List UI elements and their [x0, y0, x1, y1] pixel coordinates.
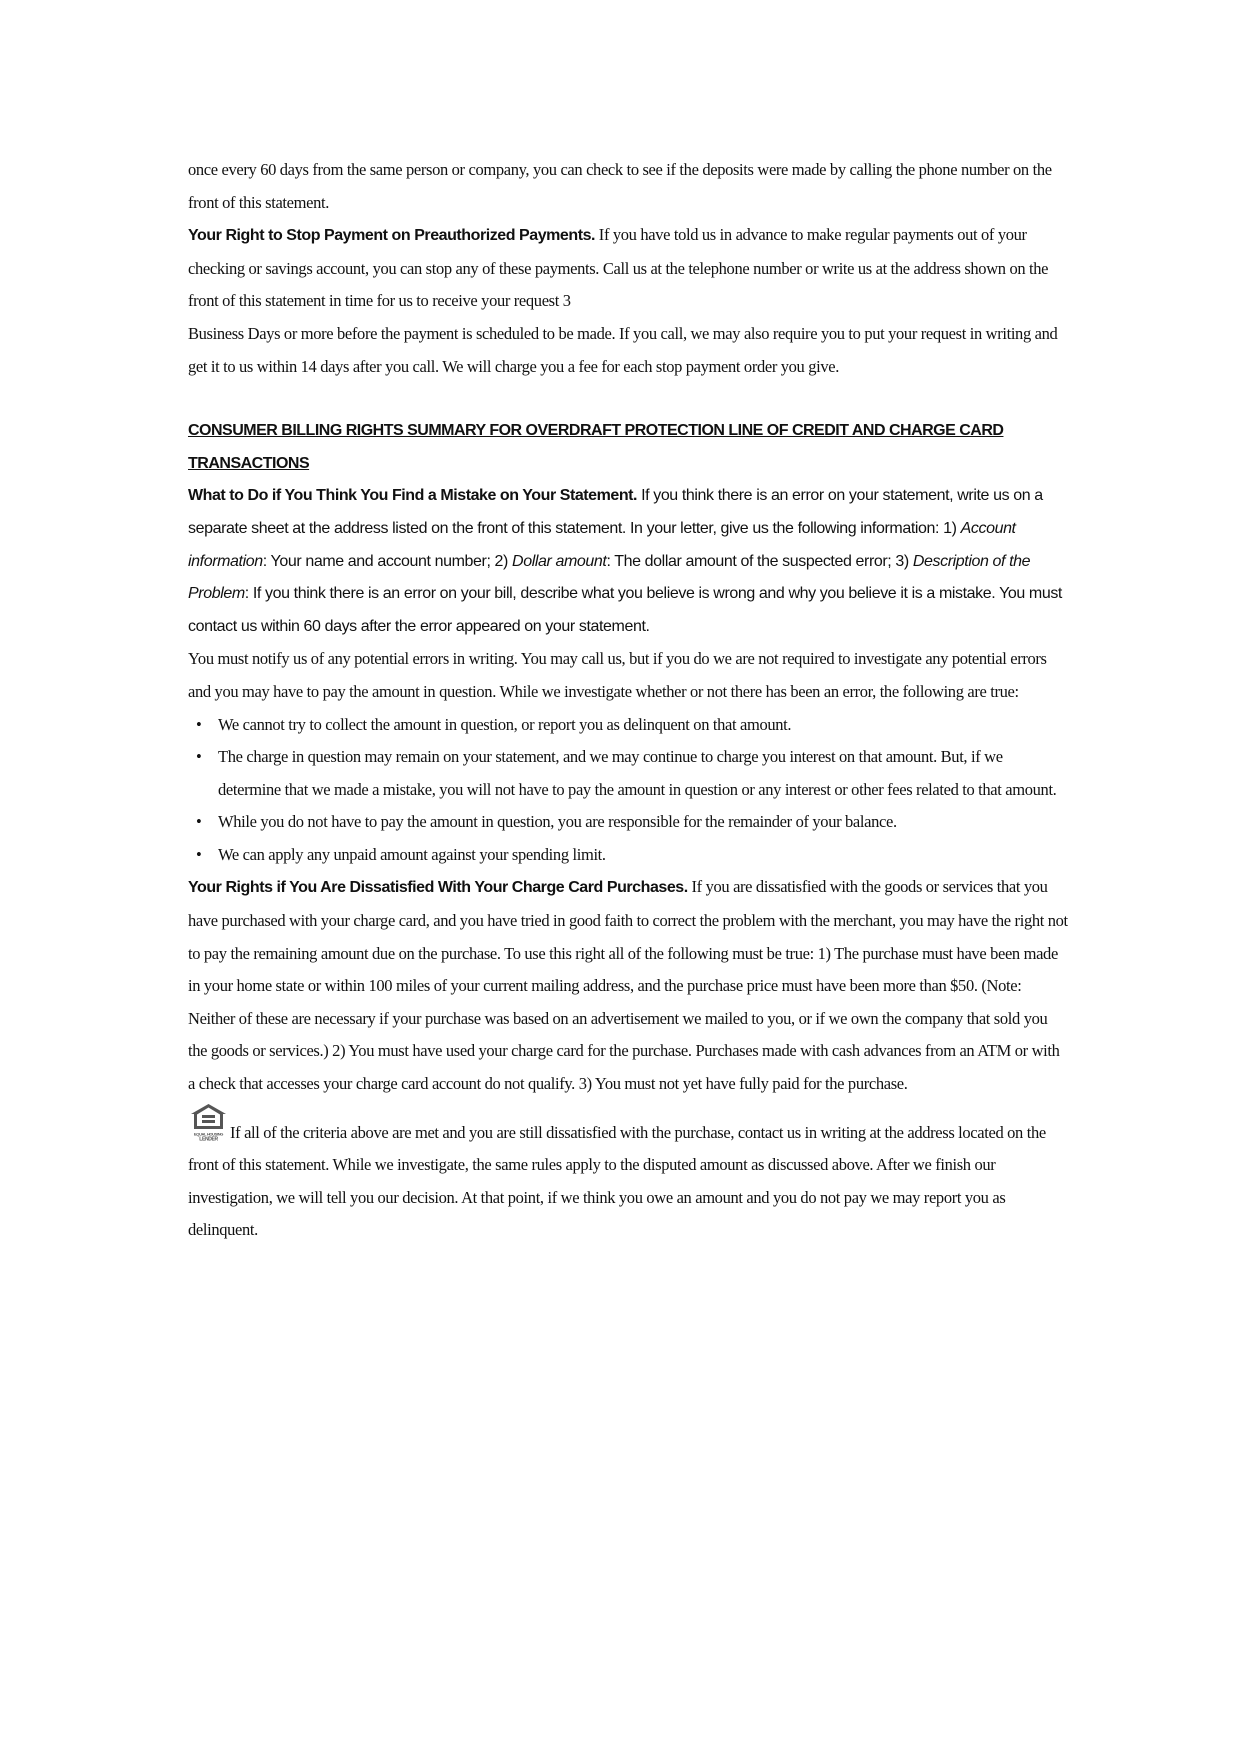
intro-continuation: once every 60 days from the same person or company, you can check to see if the deposits were made by calling the phone number on the front of this statement. — [188, 160, 1052, 212]
dollar-amount-label: Dollar amount — [512, 552, 607, 570]
closing-paragraph — [188, 1103, 1068, 1247]
mistake-paragraph — [188, 480, 1068, 643]
billing-rights-list — [188, 709, 1068, 872]
dissatisfied-body: If you are dissatisfied with the goods or services that you have purchased with your charge card, and you have tried in good faith to correct the problem with the merchant, you may have the right not to pay the remaining amount due on the purchase. To use this right all of the following must be true: 1) The purchase must have been made in your home state or within 100 miles of your current mailing address, and the purchase price must have been more than $50. (Note: Neither of these are necessary if your purchase was based on an advertisement we mailed to you, or if we own the company that sold you the goods or services.) 2) You must have used your charge card for the purchase. Purchases made with cash advances from an ATM or with a check that accesses your charge card account do not qualify. 3) You must not yet have fully paid for the purchase. — [188, 877, 1068, 1094]
svg-text:LENDER: LENDER — [199, 1136, 218, 1141]
description-label: Description of the Problem — [188, 552, 1031, 603]
stop-payment-heading: Your Right to Stop Payment on Preauthorized Payments. — [188, 227, 596, 245]
list-item: • While you do not have to pay the amount in question, you are responsible for the remainder of your balance. — [218, 806, 1068, 839]
account-info-label: Account information — [188, 519, 1016, 570]
stop-payment-body-1: If you have told us in advance to make regular payments out of your checking or savings account, you can stop any of these payments. Call us at the telephone number or write us at the address shown on the front of this statement in time for us to receive your request 3 — [188, 225, 1049, 311]
list-item: • We cannot try to collect the amount in question, or report you as delinquent on that amount. — [218, 709, 1068, 742]
closing-text: If all of the criteria above are met and you are still dissatisfied with the purchase, contact us in writing at the address located on the front of this statement. While we investigate, the same rules apply to the disputed amount as discussed above. After we finish our investigation, we will tell you our decision. At that point, if we think you owe an amount and you do not pay we may report you as delinquent. — [188, 1122, 1046, 1240]
stop-payment-paragraph — [188, 219, 1068, 318]
list-item: • The charge in question may remain on your statement, and we may continue to charge you interest on that amount. But, if we determine that we made a mistake, you will not have to pay the amount in question or any interest or other fees related to that amount. — [218, 741, 1068, 806]
equal-housing-lender-icon — [188, 1103, 229, 1141]
account-info-text: : Your name and account number; 2) — [262, 552, 513, 570]
dissatisfied-heading: Your Rights if You Are Dissatisfied With Your Charge Card Purchases. — [188, 879, 688, 897]
stop-payment-body-2: Business Days or more before the payment is scheduled to be made. If you call, we may also require you to put your request in writing and get it to us within 14 days after you call. We will charge you a fee for each stop payment order you give. — [188, 323, 1058, 376]
notify-paragraph: You must notify us of any potential errors in writing. You may call us, but if you do we are not required to investigate any potential errors and you may have to pay the amount in question. While we investigate whether or not there has been an error, the following are true: — [188, 649, 1047, 701]
mistake-intro: If you think there is an error on your statement, write us on a separate sheet at the address listed on the front of this statement. In your letter, give us the following information: 1) — [188, 487, 1043, 537]
dissatisfied-paragraph — [188, 871, 1068, 1100]
mistake-heading: What to Do if You Think You Find a Mistake on Your Statement. — [188, 487, 638, 505]
statement-back-page — [188, 154, 1068, 1247]
svg-text:EQUAL HOUSING: EQUAL HOUSING — [193, 1131, 224, 1137]
description-text: : If you think there is an error on your bill, describe what you believe is wrong and why you believe it is a mistake. You must contact us within 60 days after the error appeared on your statement. — [188, 585, 1062, 635]
dollar-amount-text: : The dollar amount of the suspected error; 3) — [606, 552, 913, 570]
list-item: • We can apply any unpaid amount against your spending limit. — [218, 839, 1068, 872]
billing-rights-heading: CONSUMER BILLING RIGHTS SUMMARY FOR OVERDRAFT PROTECTION LINE OF CREDIT AND CHARGE CARD TRANSACTIONS — [188, 422, 1004, 472]
